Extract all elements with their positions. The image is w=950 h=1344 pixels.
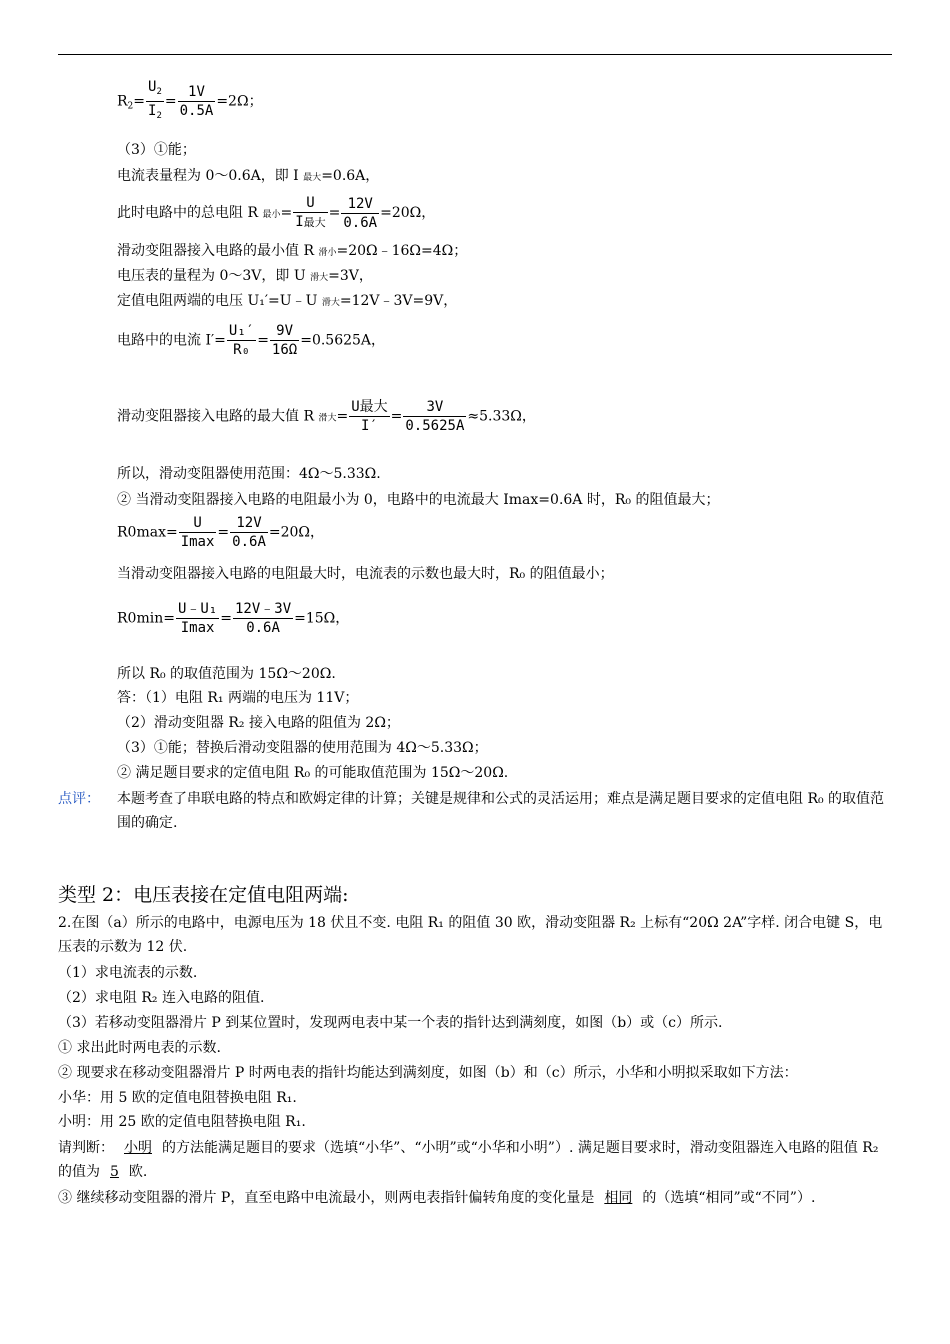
question-2-part2: （2）求电阻 R₂ 连入电路的阻值. (58, 990, 265, 1006)
answer-blank-2: 5 (110, 1164, 119, 1180)
answer-blank-3: 相同 (604, 1190, 633, 1206)
answer-4: ② 满足题目要求的定值电阻 R₀ 的可能取值范围为 15Ω～20Ω. (117, 765, 509, 781)
question-2-part3c: ③ 继续移动变阻器的滑片 P，直至电路中电流最小，则两电表指针偏转角度的变化量是 相同 的（选填“相同”或“不同”）. (58, 1190, 816, 1206)
ammeter-range: 电流表量程为 0～0.6A，即 I 最大=0.6A， (117, 168, 380, 184)
comment-label: 点评： (58, 791, 100, 807)
answer-blank-1: 小明 (124, 1140, 152, 1156)
voltmeter-range: 电压表的量程为 0～3V，即 U 滑大=3V， (117, 268, 373, 284)
question-2-part3a: ① 求出此时两电表的示数. (58, 1040, 221, 1056)
r0max-eq: R0max= $\frac{U}{Imax}$ = $\frac{12V}{0.6A}$ =20Ω， (117, 515, 325, 550)
answer-3: （3）①能；替换后滑动变阻器的使用范围为 4Ω～5.33Ω； (117, 740, 488, 756)
answer-1: 答：（1）电阻 R₁ 两端的电压为 11V； (117, 690, 359, 706)
question-2-text: 2.在图（a）所示的电路中，电源电压为 18 伏且不变. 电阻 R₁ 的阻值 30 欧，滑动变阻器 R₂ 上标有“20Ω 2A”字样. 闭合电键 S，电压表的示数为 12 伏. (58, 915, 883, 955)
eq-r2: $R_2=$ $\frac{U_2}{I_2}$ = $\frac{1V}{0.5A}$ =2Ω； (117, 79, 263, 121)
question-2-part3: （3）若移动变阻器滑片 P 到某位置时，发现两电表中某一个表的指针达到满刻度，如图（b）或（c）所示. (58, 1015, 723, 1031)
rmin-eq: 此时电路中的总电阻 R 最小= $\frac{U}{\text{I最大}}$ = $\frac{12V}{0.6A}$ =20Ω， (117, 195, 436, 231)
c2-line: ② 当滑动变阻器接入电路的电阻最小为 0，电路中的电流最大 Imax=0.6A 时，R₀ 的阻值最大； (117, 492, 720, 508)
r0min-intro: 当滑动变阻器接入电路的电阻最大时，电流表的示数也最大时，R₀ 的阻值最小； (117, 566, 614, 582)
header-rule (58, 54, 892, 55)
comment-text: 本题考查了串联电路的特点和欧姆定律的计算；关键是规律和公式的灵活运用；难点是满足题目要求的定值电阻 R₀ 的取值范围的确定. (117, 791, 885, 831)
range-line: 所以，滑动变阻器使用范围：4Ω～5.33Ω. (117, 466, 381, 482)
r0-range: 所以 R₀ 的取值范围为 15Ω～20Ω. (117, 666, 336, 682)
xiaoming-method: 小明：用 25 欧的定值电阻替换电阻 R₁. (58, 1114, 306, 1130)
part3-label: （3）①能； (117, 142, 196, 158)
u1-line: 定值电阻两端的电压 U₁′=U﹣U 滑大=12V﹣3V=9V， (117, 293, 458, 309)
judge-text: 请判断： 小明 的方法能满足题目的要求（选填“小华”、“小明”或“小华和小明”）. 满足题目要求时，滑动变阻器连入电路的阻值 R₂ 的值为 5 欧. (58, 1140, 879, 1180)
current-eq: 电路中的电流 I′= $\frac{\text{U₁′}}{\text{R₀}}$ = $\frac{9V}{16\Omega}$ =0.5625A， (117, 323, 386, 358)
section-title: 类型 2：电压表接在定值电阻两端: (58, 884, 349, 906)
answer-2: （2）滑动变阻器 R₂ 接入电路的阻值为 2Ω； (117, 715, 400, 731)
r0min-eq: R0min= $\frac{\text{U﹣U₁}}{Imax}$ = $\frac{12V﹣3V}{0.6A}$ =15Ω， (117, 601, 350, 636)
question-2-part1: （1）求电流表的示数. (58, 965, 198, 981)
question-2-part3b: ② 现要求在移动变阻器滑片 P 时两电表的指针均能达到满刻度，如图（b）和（c）所示，小华和小明拟采取如下方法： (58, 1065, 798, 1081)
slide-min: 滑动变阻器接入电路的最小值 R 滑小=20Ω﹣16Ω=4Ω； (117, 243, 468, 259)
rmax-eq: 滑动变阻器接入电路的最大值 R 滑大= $\frac{\text{U最大}}{I'}$ = $\frac{3V}{0.5625A}$ ≈5.33Ω， (117, 399, 536, 434)
xiaohua-method: 小华：用 5 欧的定值电阻替换电阻 R₁. (58, 1090, 297, 1106)
